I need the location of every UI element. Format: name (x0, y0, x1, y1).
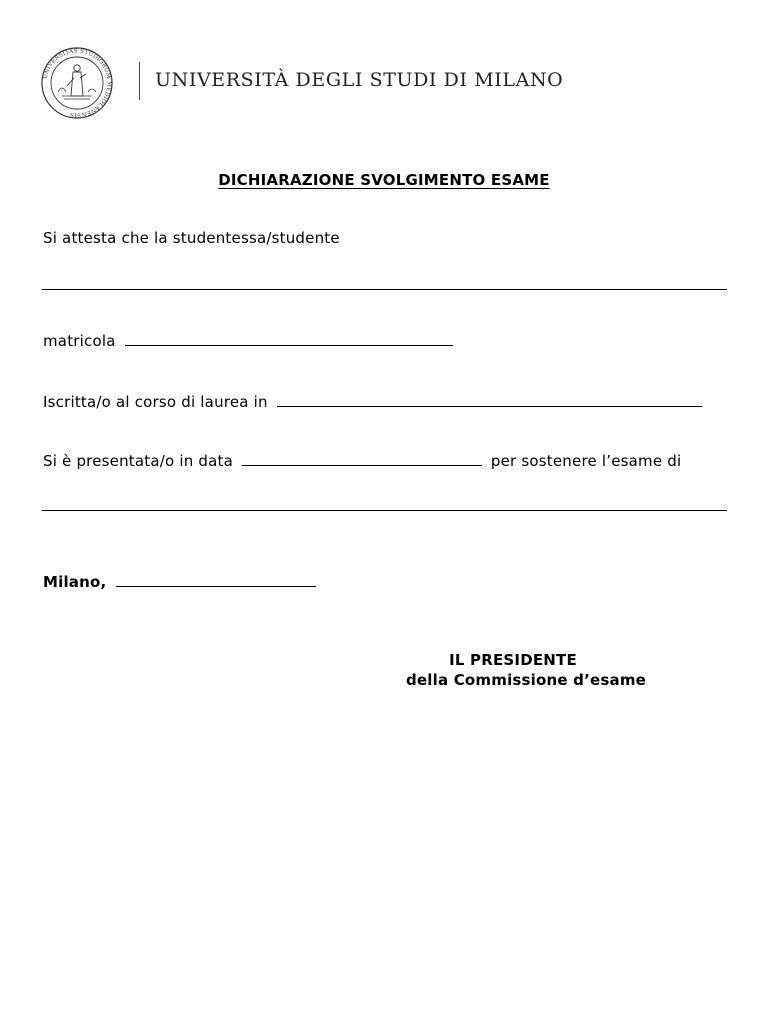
signature-role: IL PRESIDENTE (449, 651, 577, 669)
corso-field[interactable] (277, 392, 702, 407)
place-row (43, 572, 316, 591)
exam-name-field[interactable] (42, 510, 727, 511)
svg-text:UNIVERSITAS STUDIORUM MEDIOLAN (43, 48, 112, 117)
university-name: UNIVERSITÀ DEGLI STUDI DI MILANO (155, 69, 564, 91)
matricola-row (43, 331, 453, 350)
student-name-field[interactable] (42, 289, 727, 290)
place-date-field[interactable] (116, 572, 316, 587)
corso-row (43, 392, 702, 411)
data-row (43, 451, 681, 470)
corso-label: Iscritta/o al corso di laurea in (43, 393, 268, 411)
university-seal-icon (40, 46, 114, 120)
form-title (0, 171, 768, 189)
form-title-text: DICHIARAZIONE SVOLGIMENTO ESAME (218, 171, 550, 189)
esame-label: per sostenere l’esame di (490, 452, 682, 470)
place-label: Milano, (43, 573, 107, 591)
data-label: Si è presentata/o in data (43, 452, 233, 470)
matricola-label: matricola (43, 332, 116, 350)
attest-label: Si attesta che la studentessa/studente (43, 229, 340, 247)
signature-body: della Commissione d’esame (405, 671, 647, 689)
header-divider (139, 62, 140, 100)
matricola-field[interactable] (125, 331, 453, 346)
seal-text: UNIVERSITAS STUDIORUM MEDIOLANENSIS (42, 48, 112, 118)
date-field[interactable] (242, 451, 482, 466)
